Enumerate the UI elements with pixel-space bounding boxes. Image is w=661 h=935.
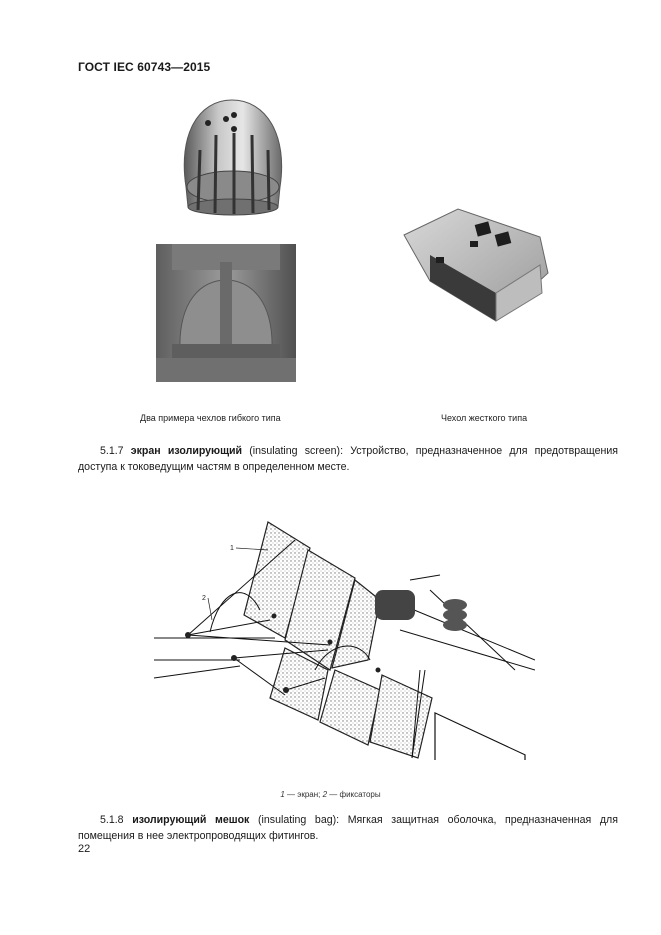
definition-text: : Мягкая защитная оболочка, предназначенная для помещения в нее электропроводящих фитингов. (78, 814, 618, 842)
section-number: 5.1.8 (100, 814, 124, 826)
figure1-caption-flexible: Два примера чехлов гибкого типа (140, 413, 281, 423)
term-en: (insulating bag) (258, 814, 337, 826)
page-number: 22 (78, 843, 91, 855)
figure2-caption (0, 790, 661, 799)
term-ru: экран изолирующий (130, 445, 243, 457)
callout-label-2: 2 (202, 595, 206, 602)
section-number: 5.1.7 (100, 445, 124, 457)
document-header: ГОСТ IEC 60743—2015 (78, 60, 211, 74)
definition-text: : Устройство, предназначенное для предотвращения доступа к токоведущим частям в определенном месте. (78, 445, 619, 473)
caption-num-2: 2 (322, 790, 328, 799)
callout-label-1: 1 (230, 545, 234, 552)
caption-text-1: — экран; (284, 790, 323, 799)
term-ru: изолирующий мешок (132, 814, 250, 826)
term-en: (insulating screen) (249, 445, 341, 457)
caption-text-2: — фиксаторы (327, 790, 381, 799)
definition-paragraph-5-1-8 (78, 813, 618, 844)
rigid-cover-image (400, 203, 550, 333)
figure1-caption-rigid: Чехол жесткого типа (441, 413, 528, 423)
caption-num-1: 1 (280, 790, 285, 799)
flexible-cover-bell-image (168, 95, 298, 217)
insulating-screen-diagram (150, 520, 535, 760)
flexible-cover-molded-image (152, 240, 300, 385)
definition-paragraph-5-1-7 (78, 444, 618, 475)
